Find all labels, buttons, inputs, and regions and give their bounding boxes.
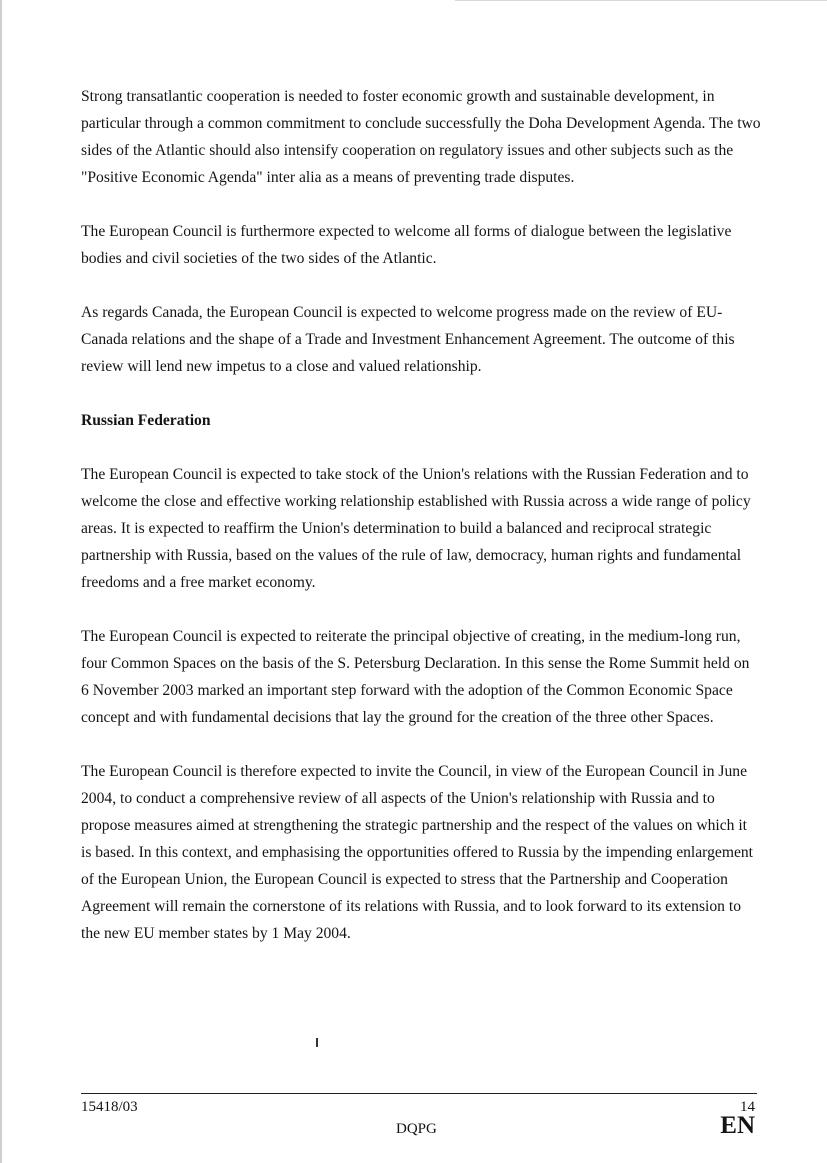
paragraph-legislative-dialogue: The European Council is furthermore expected to welcome all forms of dialogue between the legislative bodies and civil societies of the two sides of the Atlantic. [81, 223, 732, 267]
paragraph-common-spaces: The European Council is expected to reiterate the principal objective of creating, in the medium-long run, four Common Spaces on the basis of the S. Petersburg Declaration. In this sense the Rome Summit held on 6 November 2003 marked an important step forward with the adoption of the Common Economic Space concept and with fundamental decisions that lay the ground for the creation of the three other Spaces. [81, 628, 750, 726]
page-number: 14 [740, 1099, 755, 1115]
page-left-edge [0, 0, 2, 1163]
section-heading-russian-federation: Russian Federation [81, 412, 211, 429]
stray-scan-mark [316, 1038, 318, 1047]
language-code: EN [720, 1112, 755, 1139]
document-body [81, 83, 761, 974]
document-reference: 15418/03 [81, 1099, 138, 1115]
paragraph-canada: As regards Canada, the European Council is expected to welcome progress made on the review of EU-Canada relations and the shape of a Trade and Investment Enhancement Agreement. The outcome of this review will lend new impetus to a close and valued relationship. [81, 304, 735, 375]
footer-divider [81, 1093, 757, 1094]
department-code: DQPG [396, 1121, 437, 1137]
paragraph-transatlantic-cooperation: Strong transatlantic cooperation is needed to foster economic growth and sustainable development, in particular through a common commitment to conclude successfully the Doha Development Agenda. The two sides of the Atlantic should also intensify cooperation on regulatory issues and other subjects such as the "Positive Economic Agenda" inter alia as a means of preventing trade disputes. [81, 88, 761, 186]
top-scan-line [455, 0, 827, 1]
paragraph-russia-relations: The European Council is expected to take stock of the Union's relations with the Russian Federation and to welcome the close and effective working relationship established with Russia across a wide range of policy areas. It is expected to reaffirm the Union's determination to build a balanced and reciprocal strategic partnership with Russia, based on the values of the rule of law, democracy, human rights and fundamental freedoms and a free market economy. [81, 466, 751, 591]
paragraph-comprehensive-review: The European Council is therefore expected to invite the Council, in view of the European Council in June 2004, to conduct a comprehensive review of all aspects of the Union's relationship with Russia and to propose measures aimed at strengthening the strategic partnership and the respect of the values on which it is based. In this context, and emphasising the opportunities offered to Russia by the impending enlargement of the European Union, the European Council is expected to stress that the Partnership and Cooperation Agreement will remain the cornerstone of its relations with Russia, and to look forward to its extension to the new EU member states by 1 May 2004. [81, 763, 753, 942]
